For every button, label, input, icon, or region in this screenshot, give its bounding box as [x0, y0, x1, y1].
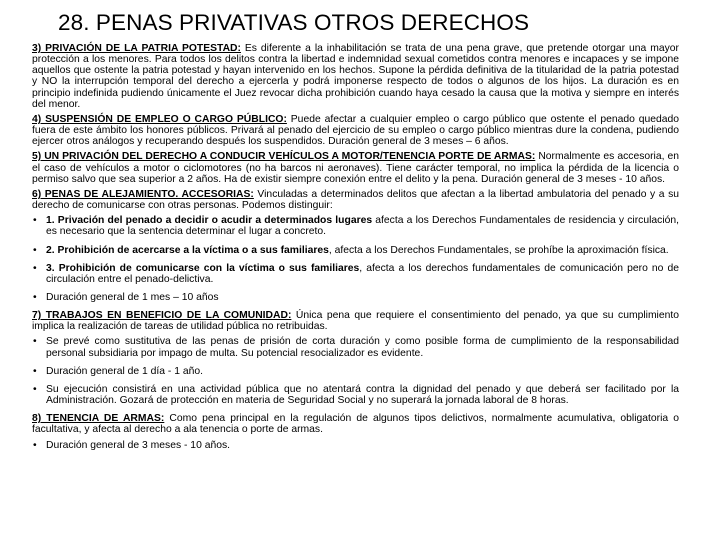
section-heading: 5) UN PRIVACIÓN DEL DERECHO A CONDUCIR VEHÍCULOS A MOTOR/TENENCIA PORTE DE ARMAS:	[32, 151, 536, 163]
slide-body	[32, 43, 679, 458]
trabajos-bullet-list	[32, 336, 679, 406]
section-suspension-empleo	[32, 114, 679, 147]
section-patria-potestad	[32, 43, 679, 110]
section-heading: 8) TENENCIA DE ARMAS:	[32, 413, 165, 425]
section-text: Normalmente es accesoria, en el caso de vehículos a motor o ciclomotores (no ha barcos ni aeronaves). Tiene carácter temporal, no implica la pérdida de la licencia o permiso salvo que sea superior a 2 años. Ha de existir siempre conexión entre el delito y la pena. Duración general de 3 meses - 10 años.	[32, 151, 679, 185]
list-item: • Duración general de 3 meses - 10 años.	[32, 440, 679, 451]
section-heading: 4) SUSPENSIÓN DE EMPLEO O CARGO PÚBLICO:	[32, 113, 287, 125]
section-alejamiento	[32, 189, 679, 211]
section-text: Única pena que requiere el consentimiento del penado, ya que su cumplimiento implica la realización de tareas de utilidad pública no retribuidas.	[32, 310, 679, 333]
list-item: • Se prevé como sustitutiva de las penas de prisión de corta duración y como posible forma de cumplimiento de la responsabilidad personal subsidiaria por impago de multa. Su potencial resocializador es evidente.	[32, 336, 679, 358]
list-item: • Duración general de 1 mes – 10 años	[32, 292, 679, 303]
list-item: • Duración general de 1 día - 1 año.	[32, 366, 679, 377]
alejamiento-bullet-list	[32, 215, 679, 303]
section-text: Es diferente a la inhabilitación se trata de una pena grave, que pretende otorgar una mayor protección a los menores. Para todos los delitos contra la libertad e indemnidad sexual cometidos contra menores e incapaces y se impone aquellos que ostente la patria potestad y hayan intervenido en los hechos. Supone la pérdida definitiva de la titularidad de la patria potestad y NO la interrupción temporal del derecho a ejercerla y podrá imponerse respecto de todos o algunos de los hijos. La duración es en principio indefinida pudiendo únicamente el Juez revocar dicha prohibición cuando haya cesado la causa que la motiva y siempre en interés del menor.	[32, 43, 679, 110]
section-heading: 6) PENAS DE ALEJAMIENTO. ACCESORIAS:	[32, 188, 254, 200]
tenencia-bullet-list	[32, 440, 679, 451]
list-item: • 1. Privación del penado a decidir o acudir a determinados lugares afecta a los Derechos Fundamentales de residencia y circulación, es necesario que la sentencia determinar el lugar a concreto.	[32, 215, 679, 237]
section-trabajos-comunidad	[32, 310, 679, 332]
slide-title: 28. PENAS PRIVATIVAS OTROS DERECHOS	[58, 10, 530, 35]
section-privacion-conducir	[32, 151, 679, 184]
section-heading: 3) PRIVACIÓN DE LA PATRIA POTESTAD:	[32, 43, 241, 54]
section-tenencia-armas	[32, 413, 679, 435]
section-text: Como pena principal en la regulación de algunos tipos delictivos, normalmente acumulativa, obligatoria o facultativa, y afecta al derecho a ala tenencia o porte de armas.	[32, 413, 679, 436]
list-item: • Su ejecución consistirá en una actividad pública que no atentará contra la dignidad del penado y que deberá ser facilitado por la Administración. Gozará de protección en materia de Seguridad Social y no superará la jornada laboral de 8 horas.	[32, 384, 679, 406]
section-text: Vinculadas a determinados delitos que afectan a la libertad ambulatoria del penado y a su derecho de comunicarse con otras personas. Podemos distinguir:	[32, 188, 679, 212]
list-item: • 3. Prohibición de comunicarse con la víctima o sus familiares, afecta a los derechos fundamentales de comunicación pero no de circulación entre el penado-delictiva.	[32, 263, 679, 285]
list-item: • 2. Prohibición de acercarse a la víctima o a sus familiares, afecta a los Derechos Fundamentales, se prohíbe la aproximación física.	[32, 245, 679, 256]
section-text: Puede afectar a cualquier empleo o cargo público que ostente el penado quedado fuera de este ámbito los honores públicos. Privará al penado del ejercicio de su empleo o cargo público mientras dure la condena, pudiendo ejercer otros análogos y recuperando después los suspendidos. Duración general de 3 meses – 6 años.	[32, 113, 679, 148]
section-heading: 7) TRABAJOS EN BENEFICIO DE LA COMUNIDAD:	[32, 310, 292, 322]
